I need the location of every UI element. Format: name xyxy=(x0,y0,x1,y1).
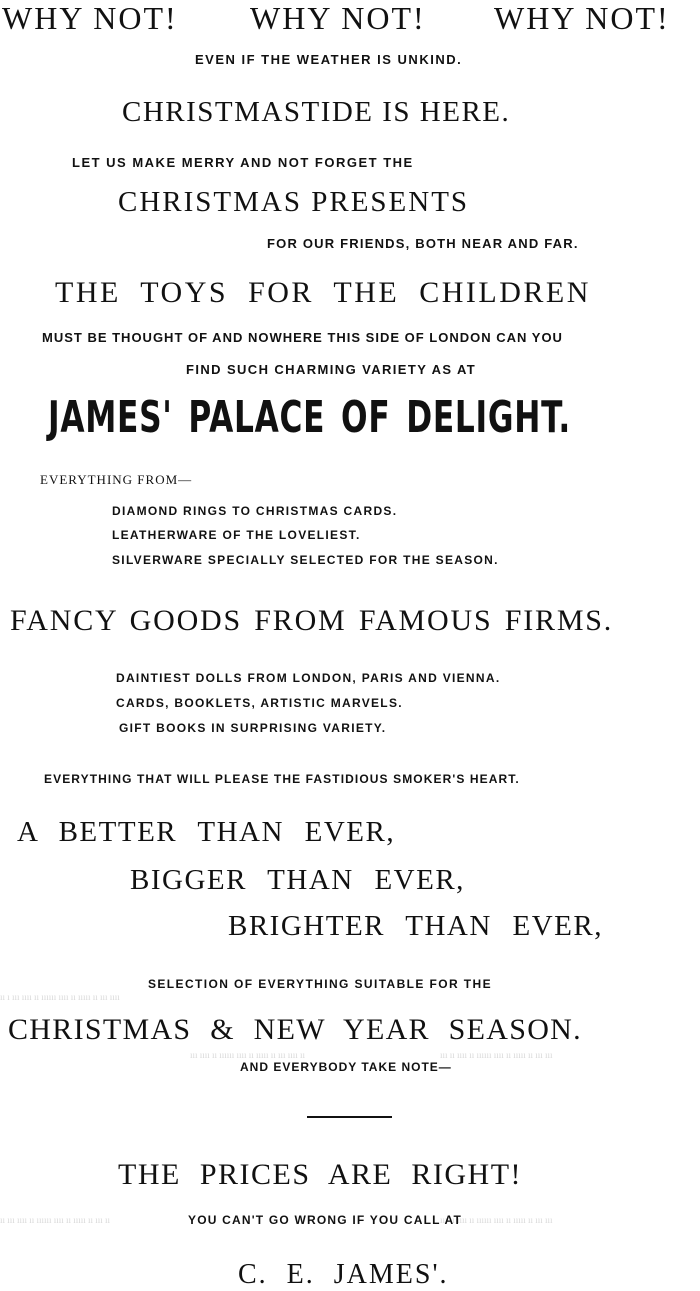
selection-line: SELECTION OF EVERYTHING SUITABLE FOR THE xyxy=(148,977,493,991)
store-name-heading: JAMES' PALACE OF DELIGHT. xyxy=(48,392,571,443)
headline-why-not-1: WHY NOT! xyxy=(2,0,178,36)
call-at-line: YOU CAN'T GO WRONG IF YOU CALL AT xyxy=(188,1213,463,1227)
list-item: CARDS, BOOKLETS, ARTISTIC MARVELS. xyxy=(116,696,403,710)
headline-why-not-2: WHY NOT! xyxy=(250,0,426,36)
signature-heading: C. E. JAMES'. xyxy=(238,1259,449,1290)
presents-heading: CHRISTMAS PRESENTS xyxy=(118,186,470,218)
toys-heading: THE TOYS FOR THE CHILDREN xyxy=(55,276,591,309)
list-item: DIAMOND RINGS TO CHRISTMAS CARDS. xyxy=(112,504,398,518)
divider-rule xyxy=(307,1116,392,1118)
better-heading: A BETTER THAN EVER, xyxy=(17,816,396,848)
merry-line: LET US MAKE MERRY AND NOT FORGET THE xyxy=(72,155,414,170)
variety-line: FIND SUCH CHARMING VARIETY AS AT xyxy=(186,362,477,377)
brighter-heading: BRIGHTER THAN EVER, xyxy=(228,910,603,942)
weather-line: EVEN IF THE WEATHER IS UNKIND. xyxy=(195,52,463,67)
list-item: GIFT BOOKS IN SURPRISING VARIETY. xyxy=(119,721,387,735)
thought-line: MUST BE THOUGHT OF AND NOWHERE THIS SIDE OF LONDON CAN YOU xyxy=(42,330,563,345)
bleed-through-texture: ııı ıı ıııı ıı ıııııı ıııı ıı ııııı ıı ııı ııı xyxy=(440,1050,553,1060)
prices-heading: THE PRICES ARE RIGHT! xyxy=(118,1158,523,1191)
bigger-heading: BIGGER THAN EVER, xyxy=(130,864,465,896)
bleed-through-texture: ıı ı ııı ıııı ıı ıııııı ıııı ıı ııııı ıı ııı ıııı xyxy=(0,992,120,1002)
fancy-goods-heading: FANCY GOODS FROM FAMOUS FIRMS. xyxy=(10,604,614,637)
christmastide-heading: CHRISTMASTIDE IS HERE. xyxy=(122,96,511,128)
everything-from-label: EVERYTHING FROM— xyxy=(40,472,193,487)
take-note-line: AND EVERYBODY TAKE NOTE— xyxy=(240,1060,452,1074)
bleed-through-texture: ııı ıı ıııı ıı ıııııı ıııı ıı ııııı ıı ııı ııı xyxy=(440,1215,553,1225)
list-item: SILVERWARE SPECIALLY SELECTED FOR THE SEASON. xyxy=(112,553,499,567)
smoker-line: EVERYTHING THAT WILL PLEASE THE FASTIDIOUS SMOKER'S HEART. xyxy=(44,772,520,786)
list-item: LEATHERWARE OF THE LOVELIEST. xyxy=(112,528,361,542)
bleed-through-texture: ıı ııı ıııı ıı ıııııı ıııı ıı ııııı ıı ııı ıı xyxy=(0,1215,111,1225)
headline-why-not-3: WHY NOT! xyxy=(494,0,670,36)
season-heading: CHRISTMAS & NEW YEAR SEASON. xyxy=(8,1013,582,1046)
list-item: DAINTIEST DOLLS FROM LONDON, PARIS AND VIENNA. xyxy=(116,671,501,685)
friends-line: FOR OUR FRIENDS, BOTH NEAR AND FAR. xyxy=(267,236,579,251)
bleed-through-texture: ııı ıııı ıı ıııııı ıııı ıı ııııı ıı ııı ıııı ıı xyxy=(190,1050,306,1060)
